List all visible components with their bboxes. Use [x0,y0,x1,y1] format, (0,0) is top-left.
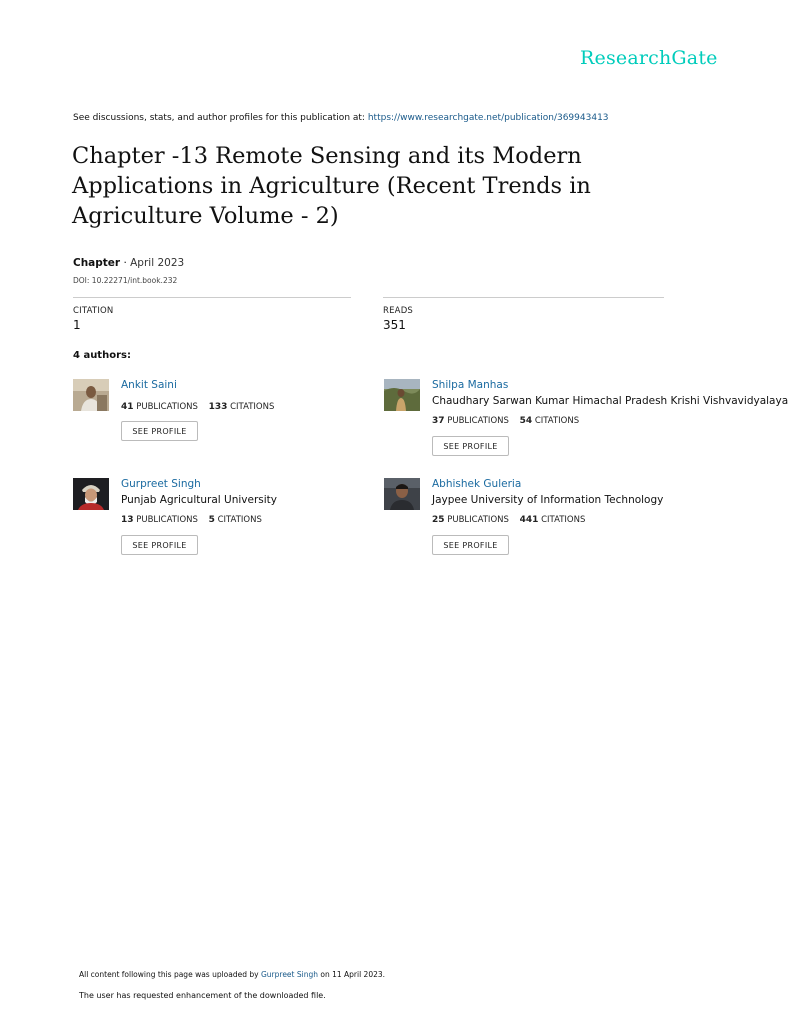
citations-count: 133 [208,402,228,412]
publication-date: April 2023 [130,257,185,269]
see-profile-button[interactable]: SEE PROFILE [432,436,509,456]
citations-count: 441 [519,515,539,525]
enhancement-note: The user has requested enhancement of the downloaded file. [79,991,326,1000]
upload-note [79,970,385,979]
author-counts [121,402,274,412]
citations-label: CITATIONS [230,402,275,412]
author-institution: Jaypee University of Information Technology [432,494,664,506]
publications-count: 13 [121,515,134,525]
author-counts [121,515,262,525]
publication-doi: DOI: 10.22271/int.book.232 [73,276,178,285]
publications-label: PUBLICATIONS [447,416,509,426]
author-name[interactable]: Gurpreet Singh [121,478,201,490]
authors-heading: 4 authors: [73,350,131,361]
author-avatar[interactable] [73,379,109,411]
see-profile-button[interactable]: SEE PROFILE [121,535,198,555]
author-name[interactable]: Abhishek Guleria [432,478,522,490]
author-institution: Chaudhary Sarwan Kumar Himachal Pradesh Krishi Vishvavidyalaya [432,395,788,407]
author-institution: Punjab Agricultural University [121,494,277,506]
reads-label: READS [383,306,414,316]
uploader-link[interactable]: Gurpreet Singh [260,970,318,979]
see-profile-button[interactable]: SEE PROFILE [121,421,198,441]
author-name[interactable]: Ankit Saini [121,379,177,391]
citation-divider [73,297,351,298]
author-avatar[interactable] [73,478,109,510]
discussion-prefix: See discussions, stats, and author profiles for this publication at: [73,113,365,123]
publication-link[interactable]: https://www.researchgate.net/publication/369943413 [367,113,609,123]
citation-value: 1 [73,318,81,332]
author-card-gurpreet-singh [73,478,373,568]
reads-value: 351 [383,318,406,332]
upload-prefix: All content following this page was uploaded by [79,970,259,979]
author-card-abhishek-guleria [384,478,684,568]
author-name[interactable]: Shilpa Manhas [432,379,509,391]
publications-count: 25 [432,515,445,525]
author-counts [432,416,579,426]
publications-count: 37 [432,416,445,426]
author-card-ankit-saini [73,379,373,469]
publications-label: PUBLICATIONS [136,515,198,525]
upload-suffix: on 11 April 2023. [320,970,386,979]
meta-separator: · [120,257,131,269]
author-card-shilpa-manhas [384,379,788,469]
discussion-line [73,113,609,123]
publications-label: PUBLICATIONS [447,515,509,525]
publications-label: PUBLICATIONS [136,402,198,412]
publication-type: Chapter [73,257,121,269]
citations-count: 54 [519,416,533,426]
publication-title: Chapter -13 Remote Sensing and its Modern Applications in Agriculture (Recent Trends in Agriculture Volume - 2) [72,143,591,229]
citations-count: 5 [208,515,215,525]
researchgate-logo[interactable]: ResearchGate [580,47,718,69]
publication-meta [73,257,184,269]
author-avatar[interactable] [384,379,420,411]
citations-label: CITATIONS [534,416,580,426]
citations-label: CITATIONS [217,515,262,525]
publications-count: 41 [121,402,134,412]
citations-label: CITATIONS [541,515,586,525]
reads-divider [383,297,664,298]
author-counts [432,515,585,525]
citation-label: CITATION [73,306,114,316]
author-avatar[interactable] [384,478,420,510]
see-profile-button[interactable]: SEE PROFILE [432,535,509,555]
